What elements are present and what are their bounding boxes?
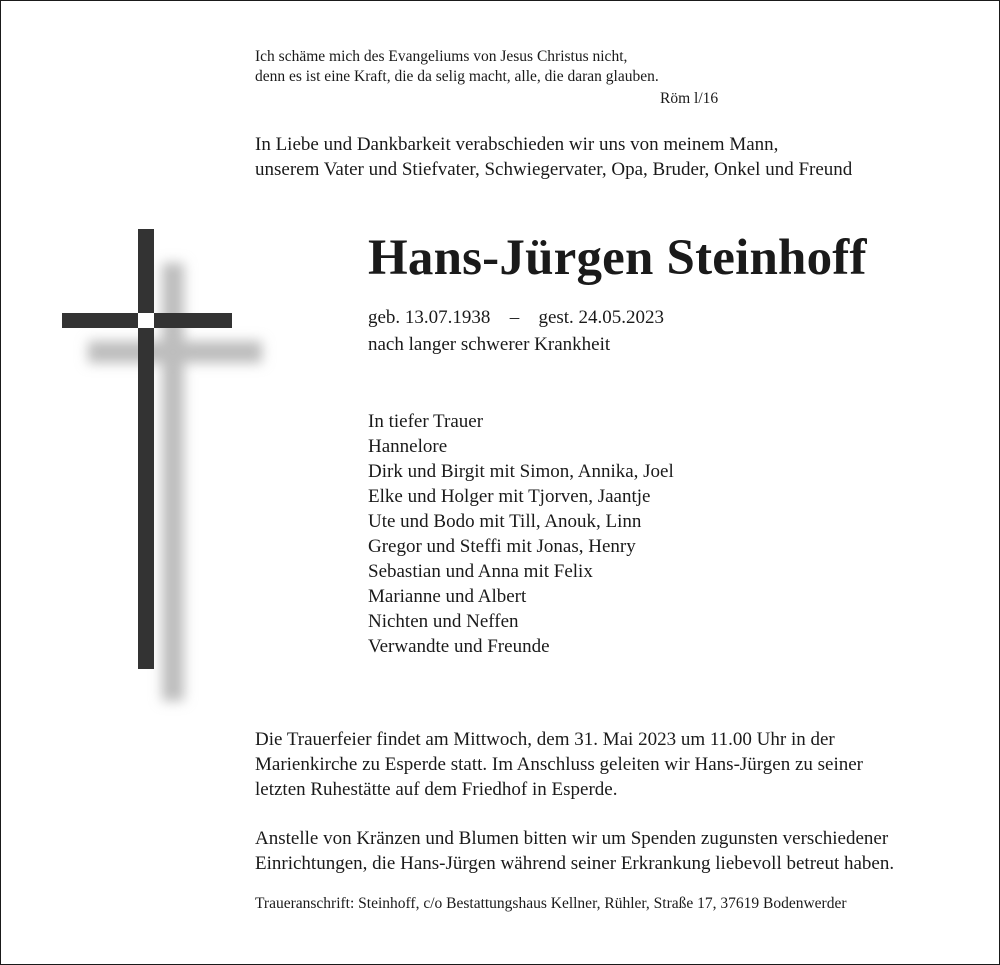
deceased-name: Hans-Jürgen Steinhoff (368, 230, 867, 286)
death-date: gest. 24.05.2023 (538, 307, 665, 328)
funeral-ceremony-info (255, 727, 863, 802)
ceremony-line-2: Marienkirche zu Esperde statt. Im Anschluss geleiten wir Hans-Jürgen zu seiner (255, 754, 863, 775)
birth-date: geb. 13.07.1938 (368, 307, 491, 328)
death-note: nach langer schwerer Krankheit (368, 334, 611, 355)
verse-line-2: denn es ist eine Kraft, die da selig macht, alle, die daran glauben. (255, 67, 659, 85)
list-item: Gregor und Steffi mit Jonas, Henry (368, 536, 636, 557)
cross-center-highlight (138, 313, 154, 328)
intro-line-1: In Liebe und Dankbarkeit verabschieden wir uns von meinem Mann, (255, 134, 779, 155)
list-item: Nichten und Neffen (368, 611, 519, 632)
cross-icon (56, 223, 286, 723)
list-item: Ute und Bodo mit Till, Anouk, Linn (368, 511, 642, 532)
mourners-list (368, 409, 674, 659)
list-item: In tiefer Trauer (368, 411, 484, 432)
farewell-intro (255, 132, 852, 182)
list-item: Dirk und Birgit mit Simon, Annika, Joel (368, 461, 674, 482)
life-dates (368, 307, 664, 329)
list-item: Marianne und Albert (368, 586, 527, 607)
verse-line-1: Ich schäme mich des Evangeliums von Jesus Christus nicht, (255, 48, 628, 65)
date-separator: – (509, 307, 520, 328)
donation-request (255, 826, 894, 876)
list-item: Hannelore (368, 436, 448, 457)
list-item: Sebastian und Anna mit Felix (368, 561, 593, 582)
intro-line-2: unserem Vater und Stiefvater, Schwiegervater, Opa, Bruder, Onkel und Freund (255, 159, 853, 180)
donation-line-2: Einrichtungen, die Hans-Jürgen während seiner Erkrankung liebevoll betreut haben. (255, 853, 895, 874)
list-item: Elke und Holger mit Tjorven, Jaantje (368, 486, 651, 507)
bible-verse (255, 47, 719, 107)
latin-cross-icon (56, 223, 286, 723)
mourning-address: Traueranschrift: Steinhoff, c/o Bestattungshaus Kellner, Rühler, Straße 17, 37619 Bodenwerder (255, 895, 847, 912)
verse-reference: Röm l/16 (660, 90, 719, 107)
ceremony-line-1: Die Trauerfeier findet am Mittwoch, dem 31. Mai 2023 um 11.00 Uhr in der (255, 729, 835, 750)
cross-shape (62, 229, 232, 669)
cross-shadow (88, 263, 262, 701)
donation-line-1: Anstelle von Kränzen und Blumen bitten wir um Spenden zugunsten verschiedener (255, 828, 889, 849)
ceremony-line-3: letzten Ruhestätte auf dem Friedhof in Esperde. (255, 779, 618, 800)
list-item: Verwandte und Freunde (368, 636, 550, 657)
